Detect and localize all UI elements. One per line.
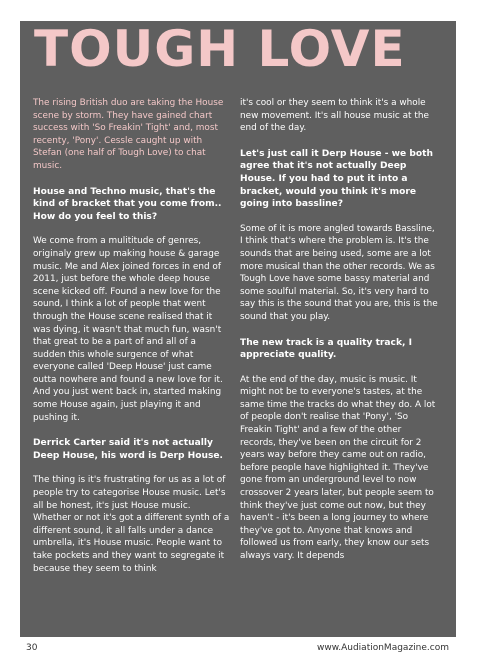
right-column [240,97,438,576]
answer-2: The thing is it's frustrating for us as a lot of people try to categorise House music. Let's all be honest, it's just House music. Whether or not it's got a different synth of a different sound, it all falls under a dance umbrella, it's House music. People want to take pockets and they want to segregate it because they seem to think [33,475,230,574]
question-4: The new track is a quality track, I appreciate quality. [240,337,412,361]
answer-4: At the end of the day, music is music. It might not be to everyone's tastes, at the same time the tracks do what they do. A lot of people don't realise that 'Pony', 'So Freakin Tight' and a few of the other records, they've been on the circuit for 2 years way before they came out on radio, before people have highlighted it. They've gone from an underground level to now crossover 2 years later, but people seem to think they've just come out now, but they haven't - it's been a long journey to where they've got to. Anyone that knows and followed us from early, they know our sets always vary. It depends [240,374,436,561]
left-column [33,97,231,575]
question-2: Derrick Carter said it's not actually Deep House, his word is Derp House. [33,438,224,461]
answer-2-continued: it's cool or they seem to think it's a whole new movement. It's all house music at the end of the day. [240,98,429,134]
question-3: Let's just call it Derp House - we both agree that it's not actually Deep House. If you had to put it into a bracket, would you think it's more going into bassline? [240,148,433,210]
answer-1: We come from a mulititude of genres, originaly grew up making house & garage music. Me and Alex joined forces in end of 2011, just before the whole deep house scene kicked off. Found a new love for the sound, I think a lot of people that went through the House scene realised that it was dying, it wasn't that much fun, wasn't that great to be a part of and all of a sudden this whole surgence of what everyone called 'Deep House' just came outta nowhere and found a new love for it. And you just went back in, started making some House again, just playing it and pushing it. [33,236,223,423]
page-number: 30 [26,643,38,653]
article-title: TOUGH LOVE [34,20,406,78]
answer-3: Some of it is more angled towards Bassline, I think that's where the problem is. It's the sounds that are being used, some are a lot more musical than the other records. We as Tough Love have some bassy material and some soulful material. So, it's very hard to say this is the sound that you are, this is the sound that you play. [240,223,438,322]
question-1: House and Techno music, that's the kind of bracket that you come from.. How do you feel to this? [33,186,222,222]
website-link[interactable]: www.AudiationMagazine.com [316,643,449,653]
intro-paragraph: The rising British duo are taking the House scene by storm. They have gained chart success with 'So Freakin' Tight' and, most recenty, 'Pony'. Cessle caught up with Stefan (one half of Tough Love) to chat music. [33,98,224,171]
